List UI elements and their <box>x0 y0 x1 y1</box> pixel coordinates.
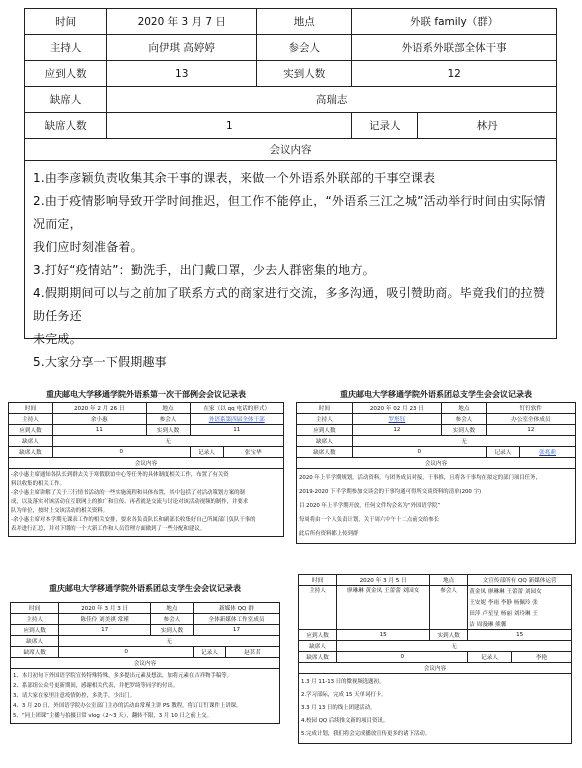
content-item: 2、系部组公众号更新期间，感谢相关代表，并把罗绮等同学的付出。 <box>13 683 179 689</box>
place-label: 地点 <box>150 603 193 614</box>
attendees-value: 外语系外联部全体干事 <box>352 35 557 61</box>
recorder-value: 林丹 <box>418 113 557 139</box>
recorder-label: 记录人 <box>486 447 519 458</box>
attendees-label: 参会人 <box>442 414 487 425</box>
absent-value: 无 <box>337 641 572 652</box>
host-value: 罗彤钰 <box>352 414 441 425</box>
host-label: 主持人 <box>9 414 53 425</box>
content-header: 会议内容 <box>297 458 576 469</box>
attendees-value-line: 洁 周漫琳 熊馨 <box>468 619 572 630</box>
content-item: 此后所有资料都上传到群 <box>299 531 359 537</box>
sub-record-4 <box>298 574 572 744</box>
recorder-label: 记录人 <box>352 113 418 139</box>
content-header: 会议内容 <box>299 663 572 674</box>
time-label: 时间 <box>297 403 353 414</box>
host-label: 主持人 <box>297 414 353 425</box>
absent-count-value: 0 <box>337 652 468 663</box>
content-header: 会议内容 <box>11 658 280 669</box>
absent-count-value: 0 <box>53 447 191 458</box>
expected-value: 17 <box>59 625 150 636</box>
absent-count-row <box>25 113 557 139</box>
count-row <box>25 61 557 87</box>
absent-count-label: 缺席人数 <box>25 113 107 139</box>
content-item: 5.大家分享一下假期趣事 <box>33 355 167 369</box>
host-value: 陈佳伶 刘美祺 常瑾 <box>59 614 150 625</box>
expected-value: 12 <box>352 425 441 436</box>
recorder-value: 张宝华 <box>223 447 284 458</box>
absent-count-label: 缺席人数 <box>9 447 53 458</box>
expected-label: 应到人数 <box>297 425 353 436</box>
content-item: 4.校园 QQ 后续推文新的项目资讯。 <box>301 718 389 724</box>
absent-label: 缺席人 <box>25 87 107 113</box>
doc-title: 重庆邮电大学移通学院外语系第一次干部例会会议记录表 <box>46 389 246 399</box>
host-label: 主持人 <box>299 586 337 630</box>
content-header: 会议内容 <box>25 139 557 161</box>
content-item: 3.3 月 13 日的线上团建活动。 <box>301 705 376 711</box>
attendees-label: 参会人 <box>257 35 352 61</box>
time-label: 时间 <box>299 575 337 586</box>
content-item: 1.3 月 11-13 日的微视频选题初。 <box>301 679 385 685</box>
absent-label: 缺席人 <box>297 436 353 447</box>
meeting-content <box>298 674 572 744</box>
sub-info-table <box>296 402 576 469</box>
time-value: 2020 年 3 月 5 日 <box>337 575 430 586</box>
content-item: 3、请大家在家里注意疫情防控，多洗手，少出门。 <box>13 693 136 699</box>
sub-record-3 <box>10 580 280 724</box>
recorder-value: 张兆莉 <box>520 447 576 458</box>
absent-value: 无 <box>59 636 280 647</box>
absent-label: 缺席人 <box>299 641 337 652</box>
absent-value: 高瑞志 <box>107 87 557 113</box>
content-item: -余小惠主席讲解了关于三行情书活动的一些实施流程和具体布置，其中包括了对活动策划方案的制 <box>11 490 245 496</box>
actual-label: 实到人数 <box>146 425 190 436</box>
meeting-content <box>8 469 284 537</box>
recorder-value: 赵茗茗 <box>226 647 280 658</box>
content-item: 未完成。 <box>33 332 82 346</box>
expected-value: 11 <box>53 425 147 436</box>
attendees-value-line: 王安妮 李雨 李静 杨佩玲 张 <box>468 597 572 608</box>
content-item: 我们应时刻准备着。 <box>33 240 143 254</box>
host-label: 主持人 <box>25 35 107 61</box>
attendees-value: 外语系第四届全体干部 <box>190 414 284 425</box>
sub-info-table <box>10 602 280 669</box>
actual-value: 17 <box>193 625 279 636</box>
actual-label: 实到人数 <box>442 425 487 436</box>
host-row <box>25 35 557 61</box>
absent-value: 无 <box>352 436 575 447</box>
expected-value: 15 <box>337 630 430 641</box>
place-label: 地点 <box>430 575 468 586</box>
recorder-label: 记录人 <box>193 647 225 658</box>
recorder-value: 李艳 <box>511 652 571 663</box>
content-item: 4.假期期间可以与之前加了联系方式的商家进行交流，多多沟通，吸引赞助商。毕竟我们的拉赞助任务还 <box>33 286 546 323</box>
content-item: 5.完成计划，我们将会完成播放宣传更多的诸下活动。 <box>301 731 431 737</box>
content-item: -余小惠主席通知各队长到群去关于寒假联谊中心等任务的具体制度相关工作，布置了有关资 <box>11 472 229 478</box>
absent-value: 无 <box>53 436 284 447</box>
content-item: 5、“同上团课”主播与拍摄日常 vlog（2~3 天），翻转不限，3 月 10 日之前上交。 <box>13 713 212 719</box>
place-value: 在家（以 qq 电话的形式） <box>190 403 284 414</box>
content-item: 3.打好“疫情站”：勤洗手，出门戴口罩，少去人群密集的地方。 <box>33 263 375 277</box>
main-meeting-record <box>24 8 557 369</box>
time-row <box>25 9 557 35</box>
sub-info-table <box>298 574 572 674</box>
content-header: 会议内容 <box>9 458 284 469</box>
attendees-label: 参会人 <box>430 586 468 630</box>
meeting-content <box>10 669 280 724</box>
content-item: 4、3 月 20 日，外国语学院办公室部门主办的活动由常瑾主讲 PS 教程，将订订钉课件上讲课。 <box>13 703 242 709</box>
content-item: 1、本月初旬下外国语学院宣传特殊特殊，多多提出元素及想法，加将元素在吉祥物手稿等。 <box>13 673 233 679</box>
content-item: -余小惠主席对本学期无课表工作的相关安排，要求各负责队长和副部长收集好自己所属部门负队干事的 <box>11 517 256 523</box>
attendees-label: 参会人 <box>146 414 190 425</box>
actual-label: 实到人数 <box>150 625 193 636</box>
host-value: 向伊琪 高婷婷 <box>107 35 257 61</box>
time-label: 时间 <box>11 603 59 614</box>
time-value: 2020 年 02 月 23 日 <box>352 403 441 414</box>
attendees-label: 参会人 <box>150 614 193 625</box>
expected-label: 应到人数 <box>9 425 53 436</box>
absent-count-value: 0 <box>352 447 486 458</box>
expected-label: 应到人数 <box>299 630 337 641</box>
absent-count-label: 缺席人数 <box>11 647 59 658</box>
host-value: 廖琳琳 黄金凤 王蕾蕾 刘园女 <box>337 586 430 630</box>
content-item: 表并进行汇总，并对下期的一个大新工作和人员管理方面做到了一些分配和建议。 <box>11 526 206 532</box>
recorder-label: 记录人 <box>190 447 223 458</box>
content-item: 2.学习部际，完成 15 天单词打卡。 <box>301 692 387 698</box>
absent-count-value: 0 <box>59 647 194 658</box>
absent-count-label: 缺席人数 <box>297 447 353 458</box>
content-item: 1.由李彦颖负责收集其余干事的课表，来做一个外语系外联部的干事空课表 <box>33 171 436 185</box>
attendees-value: 全体新媒体工作室成员 <box>193 614 279 625</box>
time-value: 2020 年 2 月 26 日 <box>53 403 147 414</box>
meeting-content <box>296 469 576 544</box>
doc-title: 重庆邮电大学移通学院外语系团总支学生会会议记录表 <box>49 583 241 593</box>
actual-label: 实到人数 <box>430 630 468 641</box>
doc-title: 重庆邮电大学移通学院外语系团总支学生会会议记录表 <box>340 389 532 399</box>
actual-label: 实到人数 <box>257 61 352 87</box>
time-label: 时间 <box>25 9 107 35</box>
sub-info-table <box>8 402 284 469</box>
content-item: 料以收集的相关工作。 <box>11 481 65 487</box>
host-value: 余小惠 <box>53 414 147 425</box>
absent-label: 缺席人 <box>11 636 59 647</box>
sub-record-1 <box>8 386 284 537</box>
content-item: 2.由于疫情影响导致开学时间推迟，但工作不能停止，“外语系三江之城”活动举行时间由实际情况而定， <box>33 194 546 231</box>
sub-record-2 <box>296 386 576 544</box>
expected-label: 应到人数 <box>25 61 107 87</box>
place-value: 钉钉软件 <box>486 403 575 414</box>
attendees-value: 黄金凤 廖琳琳 王蕾蕾 刘园女 <box>468 586 572 597</box>
place-value: 外联 family（群） <box>352 9 557 35</box>
absent-row <box>25 87 557 113</box>
content-item: 2020 年上半学期规划，活动资料，与团务成员对接，干事推，且将各干事均在拟定的部门项目任务， <box>299 475 541 481</box>
absent-count-value: 1 <box>107 113 352 139</box>
expected-label: 应到人数 <box>11 625 59 636</box>
recorder-label: 记录人 <box>468 652 512 663</box>
time-label: 时间 <box>9 403 53 414</box>
content-item: 目 2020 年上半学期开放，任何文件均会名为“外国语学院” <box>299 503 441 509</box>
attendees-value-line: 田萍 卢星星 杨丽 刘玲琳 王 <box>468 608 572 619</box>
actual-value: 12 <box>352 61 557 87</box>
main-info-table <box>24 8 557 161</box>
place-label: 地点 <box>146 403 190 414</box>
actual-value: 15 <box>468 630 572 641</box>
attendees-value: 办公室全体成员 <box>486 414 575 425</box>
time-value: 2020 年 3 月 3 日 <box>59 603 150 614</box>
host-label: 主持人 <box>11 614 59 625</box>
place-value: 新媒体 QQ 群 <box>193 603 279 614</box>
content-item: 队为单位，按时上交该活动的相关资料。 <box>11 508 109 514</box>
absent-label: 缺席人 <box>9 436 53 447</box>
actual-value: 11 <box>190 425 284 436</box>
place-label: 地点 <box>442 403 487 414</box>
content-item: 成，以及落实对该活动在互联网上的推广和宣传。再者就是交流与讨论对该活动视频的制作，并要求 <box>11 499 249 505</box>
absent-count-label: 缺席人数 <box>299 652 337 663</box>
place-label: 地点 <box>257 9 352 35</box>
expected-value: 13 <box>107 61 257 87</box>
actual-value: 12 <box>486 425 575 436</box>
place-value: 文宣传部所有 QQ 新媒体运营 <box>468 575 572 586</box>
content-item: 每周将由一个人负责计划，关于周六中午十二点前交给参长 <box>299 517 440 523</box>
content-item: 2019-2020 下半学期参加交谈会的干事均通可得所交谈资料的清单(200 字) <box>299 489 482 495</box>
time-value: 2020 年 3 月 7 日 <box>107 9 257 35</box>
meeting-content <box>24 161 557 369</box>
content-header-row <box>25 139 557 161</box>
